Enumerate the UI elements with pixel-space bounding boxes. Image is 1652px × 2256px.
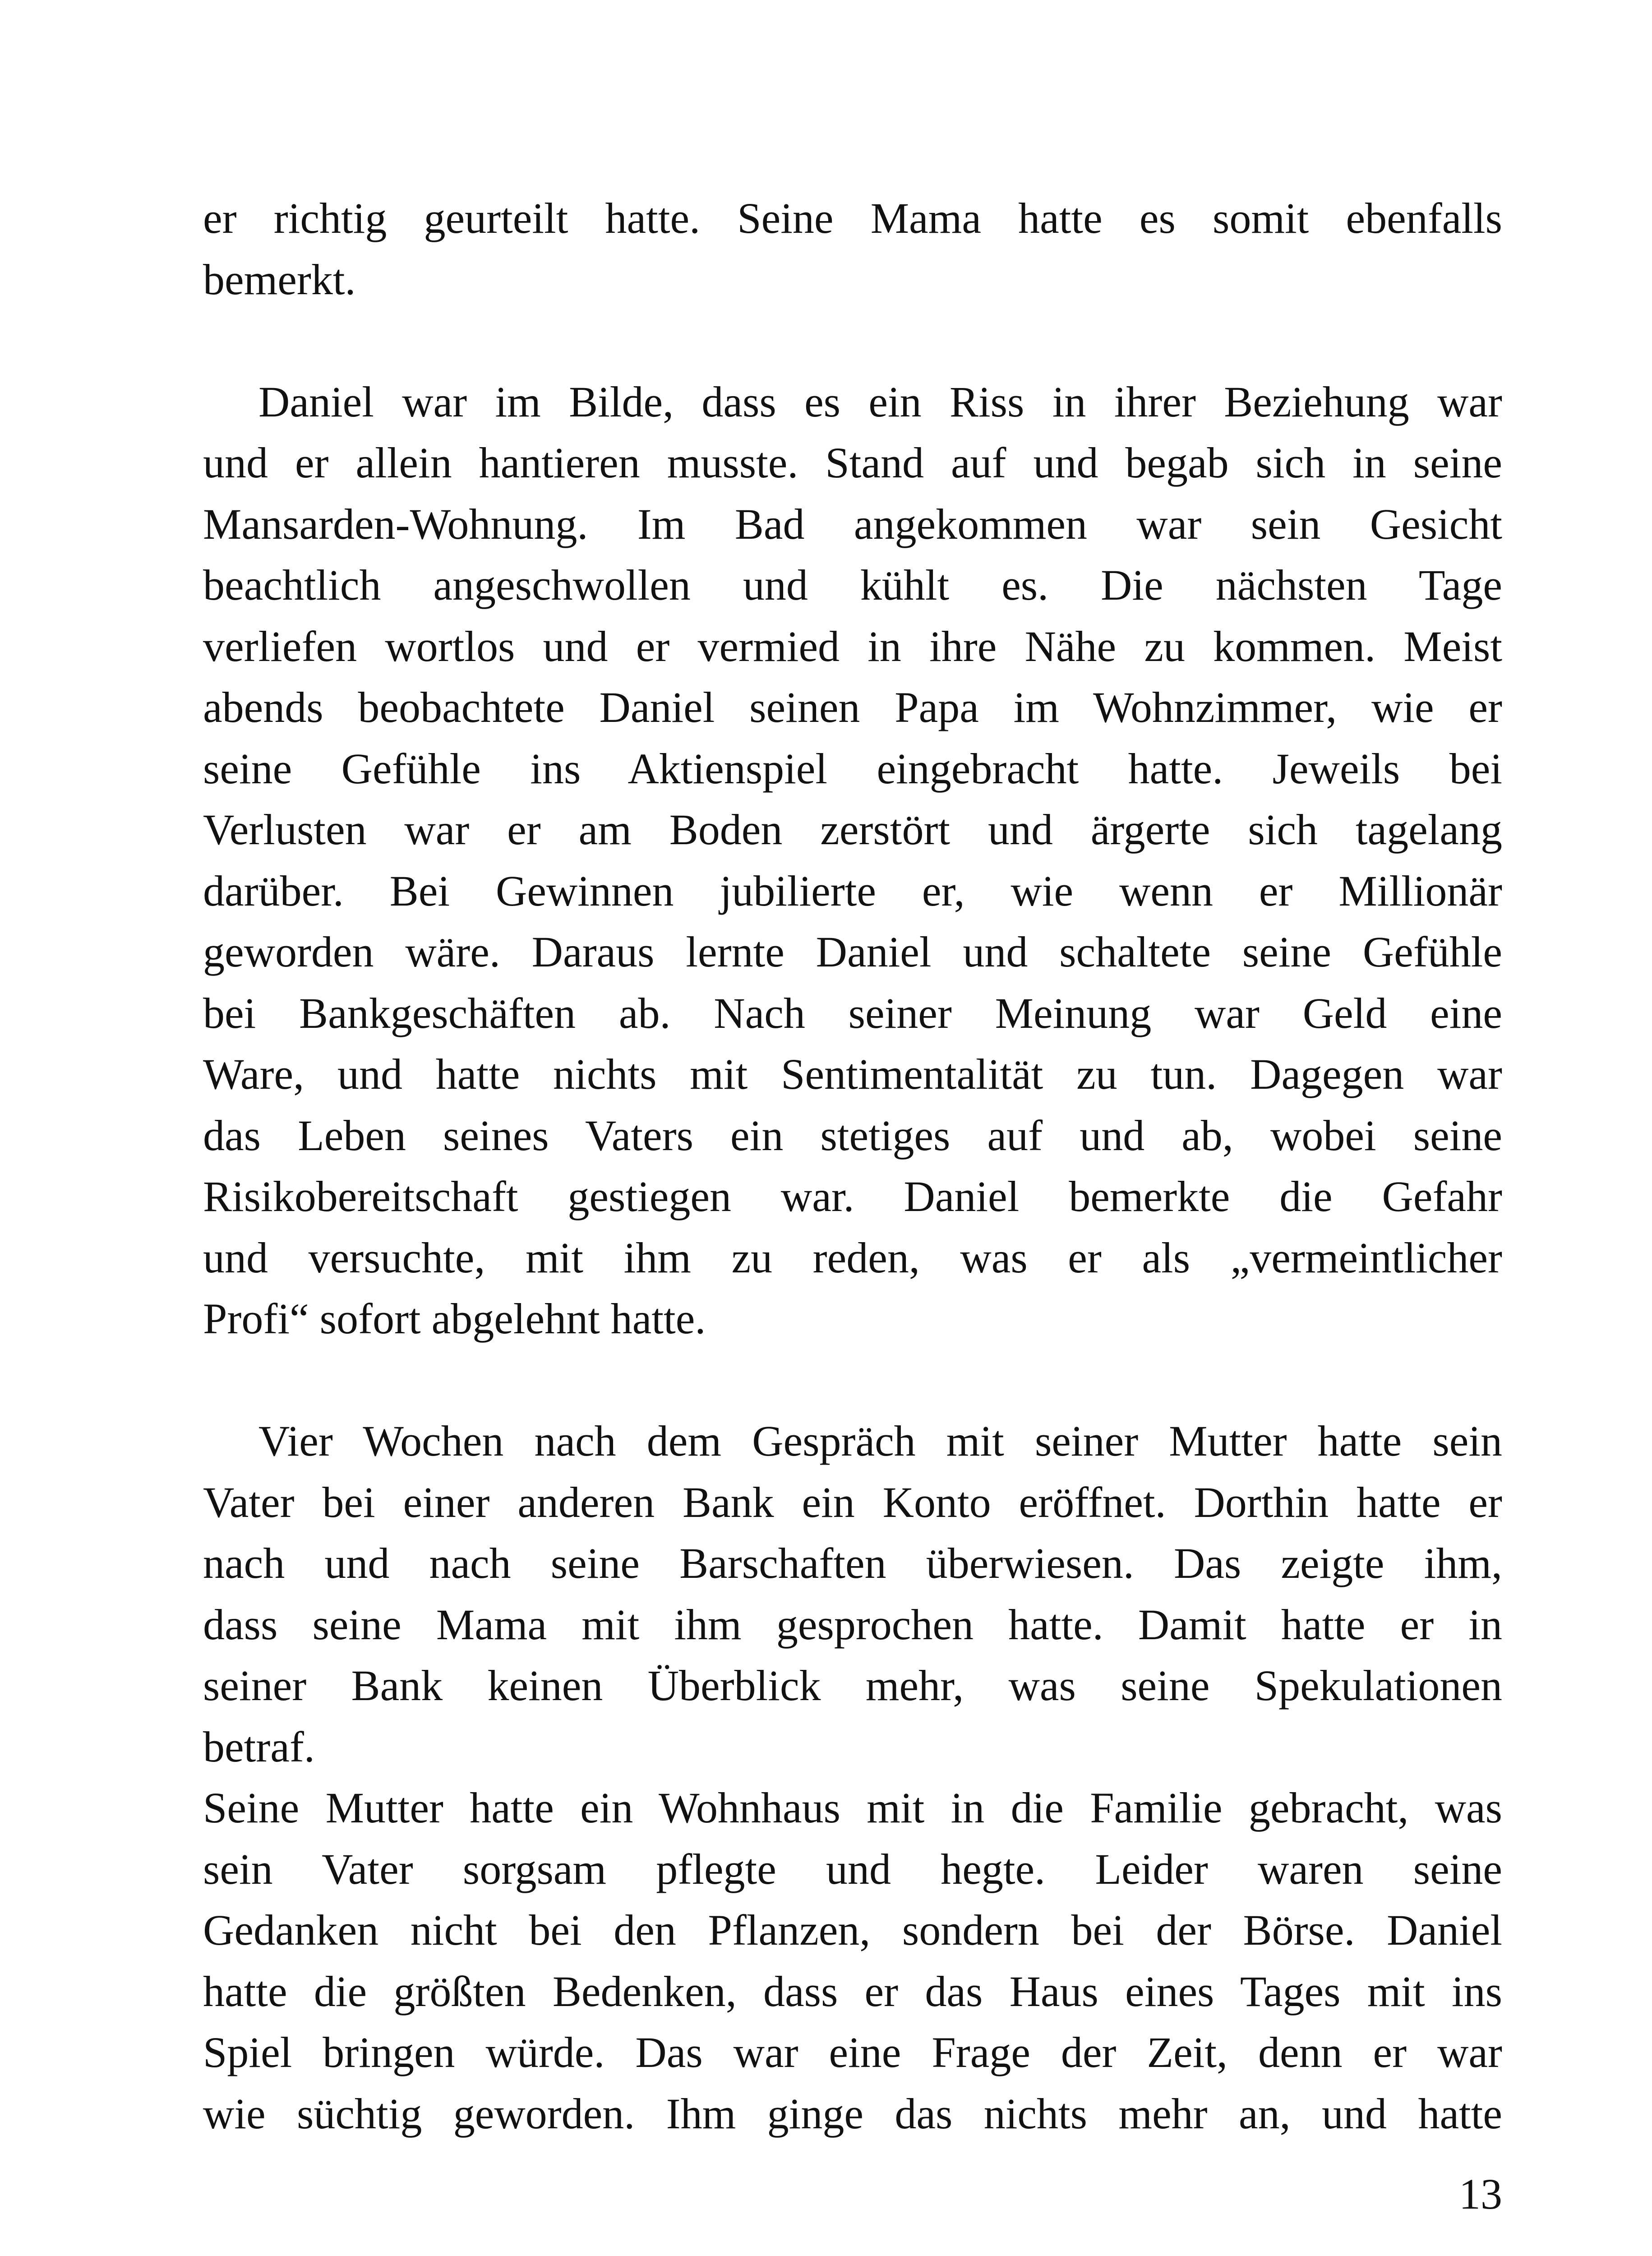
text-line: betraf. [203,1722,315,1771]
text-line: Gedanken nicht bei den Pflanzen, sondern bei der Börse. Daniel [203,1906,1502,1954]
paragraph [203,1410,1502,1777]
text-line: er richtig geurteilt hatte. Seine Mama hatte es somit ebenfalls [203,194,1502,242]
text-line: hatte die größten Bedenken, dass er das Haus eines Tages mit ins [203,1967,1502,2016]
text-line: und er allein hantieren musste. Stand auf und begab sich in seine [203,439,1502,487]
text-line: das Leben seines Vaters ein stetiges auf und ab, wobei seine [203,1111,1502,1160]
text-line: seine Gefühle ins Aktienspiel eingebracht hatte. Jeweils bei [203,744,1502,793]
text-line: Spiel bringen würde. Das war eine Frage der Zeit, denn er war [203,2028,1502,2076]
text-line: bei Bankgeschäften ab. Nach seiner Meinung war Geld eine [203,989,1502,1037]
text-line: Verlusten war er am Boden zerstört und ärgerte sich tagelang [203,805,1502,854]
text-line: darüber. Bei Gewinnen jubilierte er, wie wenn er Millionär [203,866,1502,915]
text-line: dass seine Mama mit ihm gesprochen hatte. Damit hatte er in [203,1600,1502,1649]
text-line: abends beobachtete Daniel seinen Papa im Wohnzimmer, wie er [203,683,1502,731]
text-line: Ware, und hatte nichts mit Sentimentalität zu tun. Dagegen war [203,1050,1502,1098]
paragraph [203,188,1502,310]
paragraph [203,371,1502,1350]
text-line: verliefen wortlos und er vermied in ihre Nähe zu kommen. Meist [203,622,1502,670]
text-line: und versuchte, mit ihm zu reden, was er als „vermeintlicher [203,1233,1502,1282]
text-line: Mansarden-Wohnung. Im Bad angekommen war sein Gesicht [203,499,1502,548]
text-line: bemerkt. [203,255,356,304]
text-line: wie süchtig geworden. Ihm ginge das nichts mehr an, und hatte [203,2089,1502,2138]
text-line: beachtlich angeschwollen und kühlt es. Die nächsten Tage [203,561,1502,609]
text-line: geworden wäre. Daraus lernte Daniel und schaltete seine Gefühle [203,928,1502,976]
body-text [203,0,1502,2144]
text-line: nach und nach seine Barschaften überwiesen. Das zeigte ihm, [203,1539,1502,1587]
text-line: Seine Mutter hatte ein Wohnhaus mit in die Familie gebracht, was [203,1784,1502,1832]
page-number: 13 [1459,2170,1502,2218]
text-line: Daniel war im Bilde, dass es ein Riss in ihrer Beziehung war [258,377,1502,426]
text-line: Vater bei einer anderen Bank ein Konto eröffnet. Dorthin hatte er [203,1478,1502,1526]
text-line: Vier Wochen nach dem Gespräch mit seiner Mutter hatte sein [258,1417,1502,1465]
text-line: seiner Bank keinen Überblick mehr, was seine Spekulationen [203,1661,1502,1710]
text-line: Profi“ sofort abgelehnt hatte. [203,1294,706,1343]
paragraph [203,1777,1502,2144]
text-line: sein Vater sorgsam pflegte und hegte. Leider waren seine [203,1845,1502,1893]
text-line: Risikobereitschaft gestiegen war. Daniel bemerkte die Gefahr [203,1172,1502,1220]
